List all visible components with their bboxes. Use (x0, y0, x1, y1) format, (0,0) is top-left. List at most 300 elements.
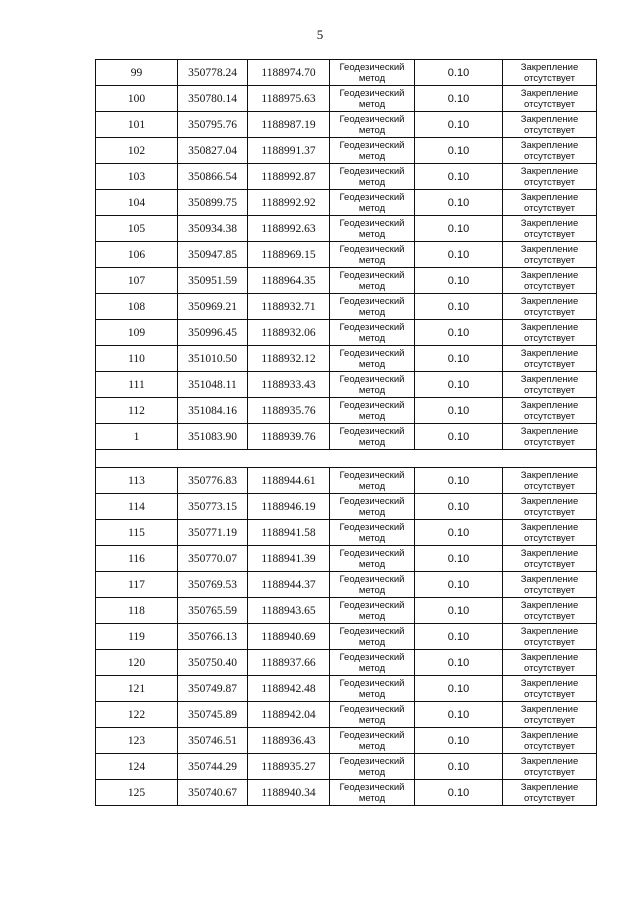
fixing-cell-line2: отсутствует (524, 410, 575, 422)
x-coordinate-cell: 350778.24 (178, 60, 248, 86)
method-cell-line2: метод (358, 558, 386, 570)
page-number: 5 (316, 27, 324, 42)
table-row (96, 572, 597, 598)
method-cell (330, 216, 415, 242)
method-cell-line1: Геодезический (339, 373, 405, 385)
x-coordinate-cell: 350749.87 (178, 676, 248, 702)
method-cell (330, 268, 415, 294)
accuracy-cell: 0.10 (415, 86, 503, 112)
method-cell (330, 164, 415, 190)
fixing-cell (503, 138, 597, 164)
fixing-cell (503, 728, 597, 754)
method-cell-line2: метод (358, 410, 386, 422)
fixing-cell-line2: отсутствует (524, 610, 575, 622)
method-cell-line1: Геодезический (339, 425, 405, 437)
method-cell (330, 372, 415, 398)
method-cell (330, 754, 415, 780)
fixing-cell-line2: отсутствует (524, 228, 575, 240)
point-number-cell: 114 (96, 494, 178, 520)
fixing-cell (503, 676, 597, 702)
point-number-cell: 100 (96, 86, 178, 112)
fixing-cell (503, 216, 597, 242)
method-cell (330, 546, 415, 572)
y-coordinate-cell: 1188932.71 (248, 294, 330, 320)
fixing-cell-line2: отсутствует (524, 740, 575, 752)
fixing-cell (503, 346, 597, 372)
fixing-cell-line1: Закрепление (520, 191, 579, 203)
point-number-cell: 113 (96, 468, 178, 494)
y-coordinate-cell: 1188939.76 (248, 424, 330, 450)
method-cell-line2: метод (358, 332, 386, 344)
y-coordinate-cell: 1188941.39 (248, 546, 330, 572)
y-coordinate-cell: 1188933.43 (248, 372, 330, 398)
x-coordinate-cell: 350765.59 (178, 598, 248, 624)
point-number-cell: 118 (96, 598, 178, 624)
fixing-cell-line1: Закрепление (520, 113, 579, 125)
fixing-cell (503, 268, 597, 294)
y-coordinate-cell: 1188944.37 (248, 572, 330, 598)
accuracy-cell: 0.10 (415, 754, 503, 780)
point-number-cell: 111 (96, 372, 178, 398)
method-cell-line2: метод (358, 688, 386, 700)
fixing-cell (503, 546, 597, 572)
accuracy-cell: 0.10 (415, 728, 503, 754)
method-cell-line2: метод (358, 124, 386, 136)
fixing-cell-line2: отсутствует (524, 558, 575, 570)
table-row (96, 728, 597, 754)
method-cell-line1: Геодезический (339, 87, 405, 99)
method-cell-line2: метод (358, 228, 386, 240)
accuracy-cell: 0.10 (415, 320, 503, 346)
fixing-cell-line2: отсутствует (524, 124, 575, 136)
section-separator-cell (96, 450, 597, 468)
fixing-cell (503, 624, 597, 650)
method-cell (330, 112, 415, 138)
x-coordinate-cell: 350776.83 (178, 468, 248, 494)
table-row (96, 242, 597, 268)
x-coordinate-cell: 350745.89 (178, 702, 248, 728)
y-coordinate-cell: 1188974.70 (248, 60, 330, 86)
y-coordinate-cell: 1188969.15 (248, 242, 330, 268)
accuracy-cell: 0.10 (415, 676, 503, 702)
fixing-cell (503, 780, 597, 806)
x-coordinate-cell: 351048.11 (178, 372, 248, 398)
method-cell-line1: Геодезический (339, 599, 405, 611)
accuracy-cell: 0.10 (415, 60, 503, 86)
method-cell (330, 346, 415, 372)
fixing-cell-line1: Закрепление (520, 425, 579, 437)
point-number-cell: 120 (96, 650, 178, 676)
point-number-cell: 116 (96, 546, 178, 572)
y-coordinate-cell: 1188932.12 (248, 346, 330, 372)
point-number-cell: 122 (96, 702, 178, 728)
table-row (96, 624, 597, 650)
method-cell-line1: Геодезический (339, 113, 405, 125)
x-coordinate-cell: 350996.45 (178, 320, 248, 346)
accuracy-cell: 0.10 (415, 372, 503, 398)
fixing-cell-line1: Закрепление (520, 139, 579, 151)
method-cell-line2: метод (358, 766, 386, 778)
point-number-cell: 121 (96, 676, 178, 702)
fixing-cell (503, 572, 597, 598)
fixing-cell-line1: Закрепление (520, 321, 579, 333)
y-coordinate-cell: 1188940.69 (248, 624, 330, 650)
method-cell-line1: Геодезический (339, 295, 405, 307)
table-row (96, 216, 597, 242)
method-cell-line1: Геодезический (339, 269, 405, 281)
method-cell-line2: метод (358, 532, 386, 544)
point-number-cell: 125 (96, 780, 178, 806)
fixing-cell-line1: Закрепление (520, 399, 579, 411)
accuracy-cell: 0.10 (415, 190, 503, 216)
fixing-cell-line1: Закрепление (520, 625, 579, 637)
fixing-cell-line2: отсутствует (524, 584, 575, 596)
y-coordinate-cell: 1188940.34 (248, 780, 330, 806)
fixing-cell-line2: отсутствует (524, 72, 575, 84)
fixing-cell-line1: Закрепление (520, 755, 579, 767)
method-cell-line1: Геодезический (339, 521, 405, 533)
method-cell (330, 86, 415, 112)
method-cell (330, 468, 415, 494)
point-number-cell: 119 (96, 624, 178, 650)
accuracy-cell: 0.10 (415, 546, 503, 572)
method-cell-line2: метод (358, 202, 386, 214)
point-number-cell: 99 (96, 60, 178, 86)
accuracy-cell: 0.10 (415, 138, 503, 164)
method-cell-line2: метод (358, 306, 386, 318)
table-row (96, 294, 597, 320)
method-cell-line2: метод (358, 662, 386, 674)
x-coordinate-cell: 351084.16 (178, 398, 248, 424)
method-cell-line1: Геодезический (339, 651, 405, 663)
method-cell-line1: Геодезический (339, 495, 405, 507)
method-cell (330, 398, 415, 424)
accuracy-cell: 0.10 (415, 216, 503, 242)
method-cell-line1: Геодезический (339, 755, 405, 767)
fixing-cell (503, 86, 597, 112)
coordinates-table (95, 59, 597, 806)
table-row (96, 546, 597, 572)
section-separator-row (96, 450, 597, 468)
fixing-cell-line1: Закрепление (520, 573, 579, 585)
fixing-cell-line1: Закрепление (520, 651, 579, 663)
method-cell (330, 320, 415, 346)
table-row (96, 702, 597, 728)
point-number-cell: 1 (96, 424, 178, 450)
method-cell-line1: Геодезический (339, 61, 405, 73)
fixing-cell-line2: отсутствует (524, 792, 575, 804)
y-coordinate-cell: 1188992.92 (248, 190, 330, 216)
fixing-cell-line1: Закрепление (520, 269, 579, 281)
method-cell-line2: метод (358, 740, 386, 752)
method-cell-line2: метод (358, 98, 386, 110)
fixing-cell-line1: Закрепление (520, 165, 579, 177)
method-cell-line2: метод (358, 792, 386, 804)
method-cell-line2: метод (358, 636, 386, 648)
table-row (96, 468, 597, 494)
fixing-cell (503, 650, 597, 676)
fixing-cell-line2: отсутствует (524, 202, 575, 214)
table-row (96, 676, 597, 702)
y-coordinate-cell: 1188936.43 (248, 728, 330, 754)
method-cell-line2: метод (358, 254, 386, 266)
fixing-cell-line2: отсутствует (524, 150, 575, 162)
fixing-cell (503, 468, 597, 494)
method-cell-line1: Геодезический (339, 243, 405, 255)
method-cell-line2: метод (358, 584, 386, 596)
method-cell (330, 728, 415, 754)
y-coordinate-cell: 1188975.63 (248, 86, 330, 112)
fixing-cell-line2: отсутствует (524, 176, 575, 188)
accuracy-cell: 0.10 (415, 398, 503, 424)
fixing-cell-line1: Закрепление (520, 347, 579, 359)
fixing-cell (503, 242, 597, 268)
fixing-cell-line2: отсутствует (524, 332, 575, 344)
method-cell-line2: метод (358, 384, 386, 396)
fixing-cell (503, 164, 597, 190)
table-row (96, 60, 597, 86)
method-cell (330, 598, 415, 624)
x-coordinate-cell: 350771.19 (178, 520, 248, 546)
fixing-cell-line1: Закрепление (520, 469, 579, 481)
x-coordinate-cell: 350740.67 (178, 780, 248, 806)
method-cell-line1: Геодезический (339, 399, 405, 411)
fixing-cell (503, 754, 597, 780)
fixing-cell-line2: отсутствует (524, 280, 575, 292)
table-row (96, 268, 597, 294)
x-coordinate-cell: 350769.53 (178, 572, 248, 598)
y-coordinate-cell: 1188944.61 (248, 468, 330, 494)
method-cell (330, 572, 415, 598)
table-row (96, 520, 597, 546)
x-coordinate-cell: 351010.50 (178, 346, 248, 372)
y-coordinate-cell: 1188987.19 (248, 112, 330, 138)
fixing-cell-line1: Закрепление (520, 547, 579, 559)
method-cell (330, 138, 415, 164)
fixing-cell (503, 398, 597, 424)
point-number-cell: 109 (96, 320, 178, 346)
method-cell-line2: метод (358, 714, 386, 726)
fixing-cell-line2: отсутствует (524, 436, 575, 448)
method-cell (330, 780, 415, 806)
fixing-cell (503, 112, 597, 138)
accuracy-cell: 0.10 (415, 164, 503, 190)
method-cell-line1: Геодезический (339, 703, 405, 715)
fixing-cell-line2: отсутствует (524, 306, 575, 318)
method-cell-line1: Геодезический (339, 165, 405, 177)
x-coordinate-cell: 350770.07 (178, 546, 248, 572)
x-coordinate-cell: 350947.85 (178, 242, 248, 268)
x-coordinate-cell: 350773.15 (178, 494, 248, 520)
method-cell-line2: метод (358, 610, 386, 622)
fixing-cell-line2: отсутствует (524, 636, 575, 648)
x-coordinate-cell: 350795.76 (178, 112, 248, 138)
fixing-cell-line1: Закрепление (520, 87, 579, 99)
method-cell-line1: Геодезический (339, 547, 405, 559)
fixing-cell-line2: отсутствует (524, 254, 575, 266)
fixing-cell-line2: отсутствует (524, 384, 575, 396)
fixing-cell-line2: отсутствует (524, 532, 575, 544)
table-row (96, 346, 597, 372)
accuracy-cell: 0.10 (415, 520, 503, 546)
method-cell-line1: Геодезический (339, 469, 405, 481)
x-coordinate-cell: 350951.59 (178, 268, 248, 294)
table-row (96, 86, 597, 112)
y-coordinate-cell: 1188992.63 (248, 216, 330, 242)
method-cell-line1: Геодезический (339, 217, 405, 229)
fixing-cell-line1: Закрепление (520, 495, 579, 507)
accuracy-cell: 0.10 (415, 494, 503, 520)
fixing-cell-line1: Закрепление (520, 373, 579, 385)
method-cell-line1: Геодезический (339, 625, 405, 637)
method-cell-line1: Геодезический (339, 729, 405, 741)
fixing-cell-line1: Закрепление (520, 781, 579, 793)
x-coordinate-cell: 351083.90 (178, 424, 248, 450)
method-cell (330, 676, 415, 702)
fixing-cell (503, 320, 597, 346)
method-cell-line1: Геодезический (339, 191, 405, 203)
accuracy-cell: 0.10 (415, 268, 503, 294)
fixing-cell-line1: Закрепление (520, 521, 579, 533)
x-coordinate-cell: 350899.75 (178, 190, 248, 216)
fixing-cell (503, 60, 597, 86)
fixing-cell-line1: Закрепление (520, 677, 579, 689)
y-coordinate-cell: 1188943.65 (248, 598, 330, 624)
method-cell (330, 494, 415, 520)
method-cell-line1: Геодезический (339, 321, 405, 333)
table-row (96, 320, 597, 346)
fixing-cell-line1: Закрепление (520, 703, 579, 715)
fixing-cell-line2: отсутствует (524, 766, 575, 778)
fixing-cell (503, 190, 597, 216)
method-cell-line1: Геодезический (339, 139, 405, 151)
x-coordinate-cell: 350750.40 (178, 650, 248, 676)
method-cell-line1: Геодезический (339, 677, 405, 689)
method-cell-line2: метод (358, 358, 386, 370)
y-coordinate-cell: 1188935.27 (248, 754, 330, 780)
fixing-cell (503, 702, 597, 728)
fixing-cell-line2: отсутствует (524, 98, 575, 110)
fixing-cell (503, 494, 597, 520)
accuracy-cell: 0.10 (415, 572, 503, 598)
method-cell (330, 624, 415, 650)
y-coordinate-cell: 1188941.58 (248, 520, 330, 546)
method-cell (330, 650, 415, 676)
y-coordinate-cell: 1188942.48 (248, 676, 330, 702)
method-cell-line2: метод (358, 480, 386, 492)
y-coordinate-cell: 1188992.87 (248, 164, 330, 190)
x-coordinate-cell: 350744.29 (178, 754, 248, 780)
fixing-cell-line2: отсутствует (524, 714, 575, 726)
accuracy-cell: 0.10 (415, 112, 503, 138)
accuracy-cell: 0.10 (415, 650, 503, 676)
x-coordinate-cell: 350827.04 (178, 138, 248, 164)
method-cell-line2: метод (358, 280, 386, 292)
point-number-cell: 110 (96, 346, 178, 372)
y-coordinate-cell: 1188935.76 (248, 398, 330, 424)
method-cell-line2: метод (358, 436, 386, 448)
point-number-cell: 115 (96, 520, 178, 546)
table-row (96, 494, 597, 520)
point-number-cell: 124 (96, 754, 178, 780)
point-number-cell: 104 (96, 190, 178, 216)
method-cell-line2: метод (358, 150, 386, 162)
fixing-cell-line1: Закрепление (520, 599, 579, 611)
method-cell-line2: метод (358, 72, 386, 84)
table-row (96, 398, 597, 424)
fixing-cell-line1: Закрепление (520, 61, 579, 73)
accuracy-cell: 0.10 (415, 346, 503, 372)
method-cell-line1: Геодезический (339, 347, 405, 359)
method-cell (330, 520, 415, 546)
fixing-cell (503, 424, 597, 450)
fixing-cell-line1: Закрепление (520, 729, 579, 741)
accuracy-cell: 0.10 (415, 624, 503, 650)
fixing-cell (503, 294, 597, 320)
accuracy-cell: 0.10 (415, 780, 503, 806)
fixing-cell-line2: отсутствует (524, 480, 575, 492)
method-cell-line1: Геодезический (339, 573, 405, 585)
accuracy-cell: 0.10 (415, 294, 503, 320)
method-cell (330, 424, 415, 450)
fixing-cell-line1: Закрепление (520, 295, 579, 307)
point-number-cell: 117 (96, 572, 178, 598)
x-coordinate-cell: 350766.13 (178, 624, 248, 650)
fixing-cell-line2: отсутствует (524, 688, 575, 700)
y-coordinate-cell: 1188946.19 (248, 494, 330, 520)
accuracy-cell: 0.10 (415, 242, 503, 268)
table-row (96, 164, 597, 190)
table-row (96, 780, 597, 806)
accuracy-cell: 0.10 (415, 424, 503, 450)
fixing-cell-line2: отсутствует (524, 662, 575, 674)
x-coordinate-cell: 350746.51 (178, 728, 248, 754)
table-row (96, 650, 597, 676)
table-row (96, 190, 597, 216)
fixing-cell-line2: отсутствует (524, 506, 575, 518)
accuracy-cell: 0.10 (415, 468, 503, 494)
table-row (96, 138, 597, 164)
x-coordinate-cell: 350934.38 (178, 216, 248, 242)
y-coordinate-cell: 1188964.35 (248, 268, 330, 294)
table-row (96, 598, 597, 624)
coordinates-table-body (96, 60, 597, 806)
method-cell (330, 190, 415, 216)
method-cell (330, 294, 415, 320)
table-row (96, 372, 597, 398)
point-number-cell: 123 (96, 728, 178, 754)
table-row (96, 112, 597, 138)
point-number-cell: 102 (96, 138, 178, 164)
accuracy-cell: 0.10 (415, 702, 503, 728)
x-coordinate-cell: 350969.21 (178, 294, 248, 320)
fixing-cell (503, 372, 597, 398)
point-number-cell: 107 (96, 268, 178, 294)
point-number-cell: 108 (96, 294, 178, 320)
point-number-cell: 106 (96, 242, 178, 268)
fixing-cell-line2: отсутствует (524, 358, 575, 370)
point-number-cell: 103 (96, 164, 178, 190)
point-number-cell: 105 (96, 216, 178, 242)
y-coordinate-cell: 1188991.37 (248, 138, 330, 164)
x-coordinate-cell: 350866.54 (178, 164, 248, 190)
method-cell (330, 242, 415, 268)
point-number-cell: 112 (96, 398, 178, 424)
method-cell-line1: Геодезический (339, 781, 405, 793)
fixing-cell (503, 598, 597, 624)
method-cell-line2: метод (358, 176, 386, 188)
accuracy-cell: 0.10 (415, 598, 503, 624)
